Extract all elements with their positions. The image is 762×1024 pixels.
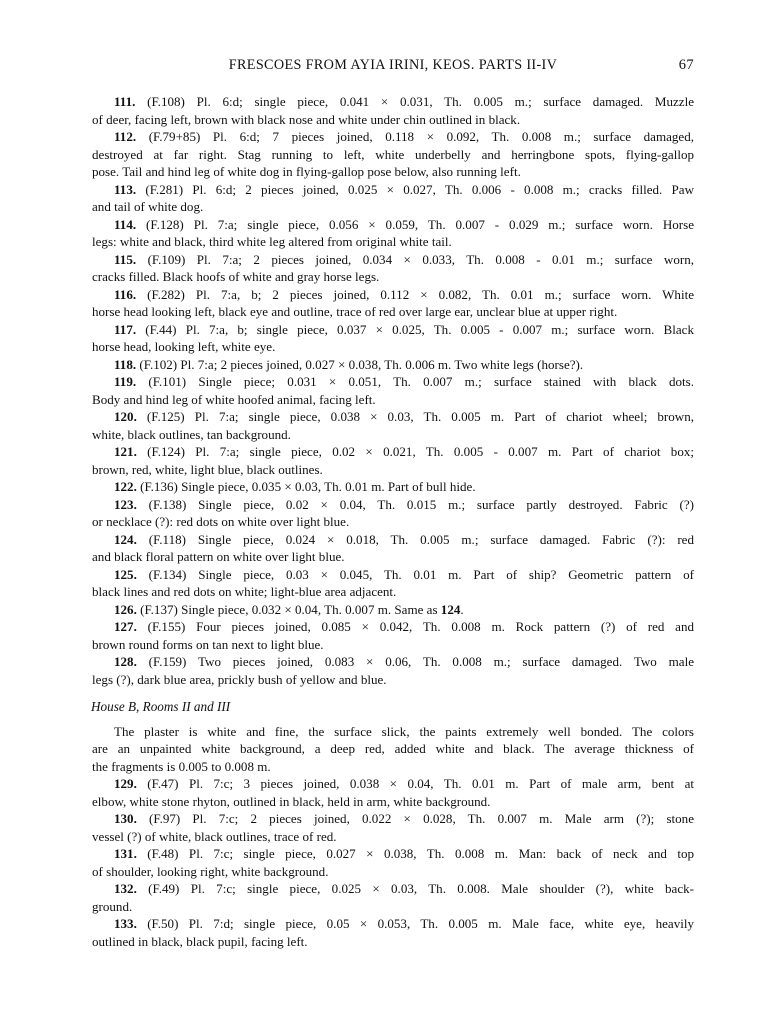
entry-number: 112. <box>114 129 137 144</box>
page-number: 67 <box>678 57 694 73</box>
catalogue-entry <box>92 618 694 653</box>
entry-line: cracks filled. Black hoofs of white and gray horse legs. <box>92 269 380 284</box>
entry-line: 115. (F.109) Pl. 7:a; 2 pieces joined, 0.034 × 0.033, Th. 0.008 - 0.01 m.; surface worn, <box>114 251 694 267</box>
entry-number: 126. <box>114 601 137 617</box>
entry-line: 111. (F.108) Pl. 6:d; single piece, 0.041 × 0.031, Th. 0.005 m.; surface damaged. Muzzle <box>114 94 694 109</box>
entry-number: 133. <box>114 916 137 931</box>
catalogue-entry <box>92 443 694 478</box>
catalogue-entry <box>92 181 694 216</box>
entry-line: 128. (F.159) Two pieces joined, 0.083 × 0.06, Th. 0.008 m.; surface damaged. Two male <box>114 654 694 669</box>
running-header <box>92 57 694 79</box>
entry-line: destroyed at far right. Stag running to left, white underbelly and herringbone spots, flying-gallop <box>92 146 694 162</box>
catalogue-entries-part-2 <box>92 775 694 950</box>
catalogue-entry <box>92 251 694 286</box>
catalogue-entry <box>92 478 694 496</box>
catalogue-entry <box>92 775 694 810</box>
entry-number: 128. <box>114 654 137 669</box>
entry-number: 115. <box>114 251 137 267</box>
entry-line: 116. (F.282) Pl. 7:a, b; 2 pieces joined, 0.112 × 0.082, Th. 0.01 m.; surface worn. White <box>114 286 694 302</box>
entry-number: 123. <box>114 496 137 512</box>
section-intro <box>92 723 694 776</box>
running-title: FRESCOES FROM AYIA IRINI, KEOS. PARTS II-IV <box>228 57 558 73</box>
entry-line: horse head looking left, black eye and outline, trace of red over large ear, unclear blue at upper right. <box>92 304 618 319</box>
catalogue-entry <box>92 216 694 251</box>
entry-line: 131. (F.48) Pl. 7:c; single piece, 0.027 × 0.038, Th. 0.008 m. Man: back of neck and top <box>114 846 694 861</box>
entry-number: 121. <box>114 444 137 459</box>
entry-number: 116. <box>114 286 137 302</box>
entry-line: 130. (F.97) Pl. 7:c; 2 pieces joined, 0.022 × 0.028, Th. 0.007 m. Male arm (?); stone <box>114 811 694 826</box>
entry-line: legs: white and black, third white leg altered from original white tail. <box>92 234 452 249</box>
entry-line: 114. (F.128) Pl. 7:a; single piece, 0.056 × 0.059, Th. 0.007 - 0.029 m.; surface worn. Horse <box>114 216 694 232</box>
catalogue-entries-part-1 <box>92 93 694 688</box>
entry-line: vessel (?) of white, black outlines, trace of red. <box>92 828 337 844</box>
entry-line: pose. Tail and hind leg of white dog in flying-gallop pose below, also running left. <box>92 164 521 179</box>
catalogue-entry <box>92 653 694 688</box>
catalogue-entry <box>92 128 694 181</box>
entry-line: 123. (F.138) Single piece, 0.02 × 0.04, Th. 0.015 m.; surface partly destroyed. Fabric (?) <box>114 496 694 512</box>
entry-line: 119. (F.101) Single piece; 0.031 × 0.051, Th. 0.007 m.; surface stained with black dots. <box>114 374 694 389</box>
entry-line: of deer, facing left, brown with black nose and white under chin outlined in black. <box>92 111 521 127</box>
entry-number: 111. <box>114 94 136 109</box>
entry-line: brown round forms on tan next to light blue. <box>92 636 324 652</box>
body-text <box>92 93 694 950</box>
entry-line: 125. (F.134) Single piece, 0.03 × 0.045, Th. 0.01 m. Part of ship? Geometric pattern of <box>114 566 694 582</box>
entry-line: 133. (F.50) Pl. 7:d; single piece, 0.05 × 0.053, Th. 0.005 m. Male face, white eye, heavily <box>114 916 694 931</box>
entry-line: 121. (F.124) Pl. 7:a; single piece, 0.02 × 0.021, Th. 0.005 - 0.007 m. Part of chariot box; <box>114 444 694 459</box>
entry-number: 130. <box>114 811 137 826</box>
section-heading: House B, Rooms II and III <box>91 699 231 714</box>
entry-line: 113. (F.281) Pl. 6:d; 2 pieces joined, 0.025 × 0.027, Th. 0.006 - 0.008 m.; cracks filled. Paw <box>114 181 694 197</box>
entry-line: and tail of white dog. <box>92 199 204 214</box>
catalogue-entry <box>92 356 694 374</box>
catalogue-entry <box>92 93 694 128</box>
entry-line: Body and hind leg of white hoofed animal, facing left. <box>92 391 376 407</box>
catalogue-entry <box>92 321 694 356</box>
entry-line: elbow, white stone rhyton, outlined in black, held in arm, white background. <box>92 793 491 809</box>
entry-line: 132. (F.49) Pl. 7:c; single piece, 0.025 × 0.03, Th. 0.008. Male shoulder (?), white back- <box>114 881 694 896</box>
catalogue-entry <box>92 566 694 601</box>
catalogue-entry <box>92 601 694 619</box>
cross-reference: 124 <box>440 601 461 617</box>
entry-number: 124. <box>114 531 137 547</box>
catalogue-entry <box>92 408 694 443</box>
entry-line: 112. (F.79+85) Pl. 6:d; 7 pieces joined, 0.118 × 0.092, Th. 0.008 m.; surface damaged, <box>114 129 694 144</box>
entry-line: brown, red, white, light blue, black outlines. <box>92 461 323 477</box>
entry-number: 129. <box>114 776 137 791</box>
catalogue-entry <box>92 915 694 950</box>
entry-line: horse head, looking left, white eye. <box>92 339 276 354</box>
catalogue-entry <box>92 810 694 845</box>
page <box>92 0 694 1024</box>
entry-line: or necklace (?): red dots on white over light blue. <box>92 514 350 529</box>
entry-line: 118. (F.102) Pl. 7:a; 2 pieces joined, 0.027 × 0.038, Th. 0.006 m. Two white legs (horse?). <box>114 356 584 372</box>
entry-line: ground. <box>92 898 133 914</box>
intro-line: are an unpainted white background, a deep red, added white and black. The average thickness of <box>92 741 694 756</box>
entry-line: 120. (F.125) Pl. 7:a; single piece, 0.038 × 0.03, Th. 0.005 m. Part of chariot wheel; brown, <box>114 409 694 424</box>
intro-line: the fragments is 0.005 to 0.008 m. <box>92 758 271 774</box>
entry-number: 125. <box>114 566 137 582</box>
entry-number: 117. <box>114 321 137 337</box>
entry-number: 132. <box>114 881 137 896</box>
catalogue-entry <box>92 531 694 566</box>
entry-line: legs (?), dark blue area, prickly bush of yellow and blue. <box>92 671 387 687</box>
catalogue-entry <box>92 373 694 408</box>
intro-line: The plaster is white and fine, the surface slick, the paints extremely well bonded. The colors <box>114 723 694 739</box>
entry-line: 117. (F.44) Pl. 7:a, b; single piece, 0.037 × 0.025, Th. 0.005 - 0.007 m.; surface worn. Black <box>114 321 694 337</box>
entry-number: 118. <box>114 356 137 372</box>
entry-number: 113. <box>114 181 137 197</box>
entry-number: 127. <box>114 619 137 634</box>
entry-line: 126. (F.137) Single piece, 0.032 × 0.04, Th. 0.007 m. Same as 124. <box>114 601 464 617</box>
catalogue-entry <box>92 286 694 321</box>
catalogue-entry <box>92 880 694 915</box>
entry-number: 119. <box>114 374 137 389</box>
entry-line: and black floral pattern on white over light blue. <box>92 549 345 564</box>
entry-number: 131. <box>114 846 137 861</box>
catalogue-entry <box>92 496 694 531</box>
entry-number: 120. <box>114 409 137 424</box>
entry-line: 127. (F.155) Four pieces joined, 0.085 × 0.042, Th. 0.008 m. Rock pattern (?) of red and <box>114 619 694 634</box>
entry-number: 122. <box>114 479 137 494</box>
entry-line: black lines and red dots on white; light-blue area adjacent. <box>92 584 397 599</box>
entry-number: 114. <box>114 216 137 232</box>
intro-paragraph <box>92 723 694 776</box>
entry-line: white, black outlines, tan background. <box>92 426 291 442</box>
entry-line: 122. (F.136) Single piece, 0.035 × 0.03, Th. 0.01 m. Part of bull hide. <box>114 479 476 494</box>
catalogue-entry <box>92 845 694 880</box>
entry-line: of shoulder, looking right, white background. <box>92 863 329 879</box>
entry-line: 124. (F.118) Single piece, 0.024 × 0.018, Th. 0.005 m.; surface damaged. Fabric (?): red <box>114 531 694 547</box>
entry-line: 129. (F.47) Pl. 7:c; 3 pieces joined, 0.038 × 0.04, Th. 0.01 m. Part of male arm, bent at <box>114 776 694 791</box>
entry-line: outlined in black, black pupil, facing left. <box>92 933 308 949</box>
